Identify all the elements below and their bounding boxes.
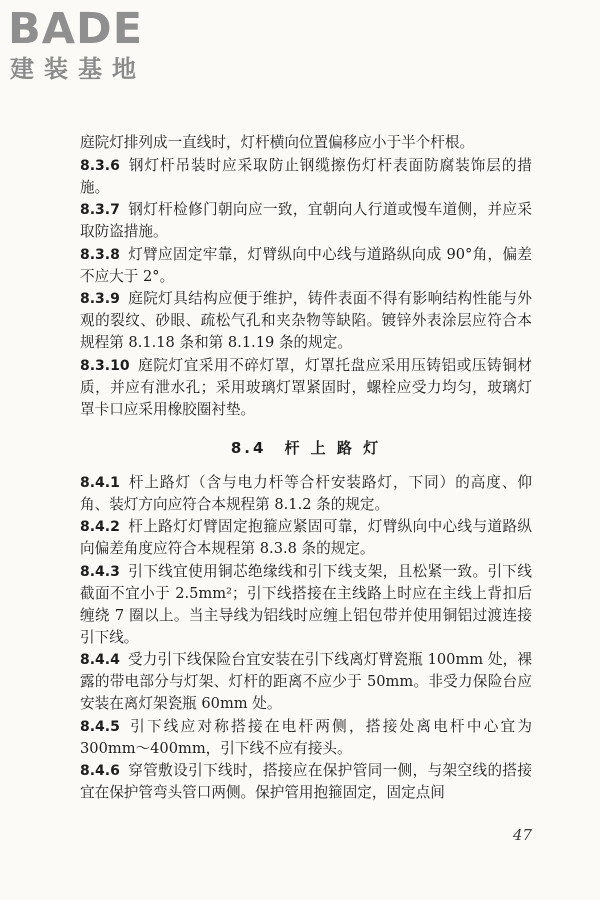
clause-paragraph [80,355,532,421]
clause-number: 8.3.7 [80,202,120,218]
clause-paragraph [80,760,532,804]
clause-number: 8.3.8 [80,246,120,263]
clause-number: 8.4.2 [80,519,120,535]
clause-number: 8.3.6 [80,157,120,174]
watermark-subtitle: 建装基地 [10,55,146,83]
clause-paragraph [80,244,532,288]
clause-paragraph [80,288,532,354]
watermark-logo [8,6,178,84]
clause-number: 8.4.3 [80,563,120,580]
clause-paragraph [80,649,532,715]
clause-paragraph [80,516,532,560]
clauses-8-3 [80,155,532,421]
clause-number: 8.4.5 [80,718,120,735]
clause-text: 杆上路灯（含与电力杆等合杆安装路灯，下同）的高度、仰角、装灯方向应符合本规程第 8.1.2 条的规定。 [80,473,532,513]
clause-text: 穿管敷设引下线时，搭接应在保护管同一侧，与架空线的搭接宜在保护管弯头管口两侧。保护管用抱箍固定，固定点间 [80,762,532,801]
clause-text: 引下线宜使用铜芯绝缘线和引下线支架，且松紧一致。引下线截面不宜小于 2.5mm²；引下线搭接在主线路上时应在主线上背扣后缠绕 7 圈以上。当主导线为铝线时应缠上铝包带并使用铜铝过渡连接引下线。 [80,562,532,646]
clause-text: 庭院灯宜采用不碎灯罩，灯罩托盘应采用压铸铝或压铸铜材质，并应有泄水孔；采用玻璃灯罩紧固时，螺栓应受力均匀，玻璃灯罩卡口应采用橡胶圈衬垫。 [80,356,532,418]
clause-text: 引下线应对称搭接在电杆两侧，搭接处离电杆中心宜为 300mm～400mm，引下线不应有接头。 [80,717,532,757]
clause-paragraph [80,199,532,243]
page-body [80,132,532,805]
watermark-brand: BADE [8,4,144,54]
intro-paragraph: 庭院灯排列成一直线时，灯杆横向位置偏移应小于半个杆根。 [80,134,475,151]
clause-number: 8.4.4 [80,652,120,668]
page-number: 47 [512,826,532,844]
clause-paragraph [80,155,532,199]
clause-paragraph [80,716,532,760]
section-title: 8.4 杆 上 路 灯 [230,438,382,457]
clause-number: 8.3.9 [80,291,120,307]
clause-number: 8.3.10 [80,357,130,374]
clause-paragraph [80,561,532,649]
clause-text: 受力引下线保险台宜安装在引下线离灯臂瓷瓶 100mm 处，裸露的带电部分与灯架、灯杆的距离不应少于 50mm。非受力保险台应安装在离灯架瓷瓶 60mm 处。 [80,651,532,712]
clause-text: 灯臂应固定牢靠，灯臂纵向中心线与道路纵向成 90°角，偏差不应大于 2°。 [80,245,532,285]
clause-number: 8.4.6 [80,763,120,779]
clause-text: 杆上路灯灯臂固定抱箍应紧固可靠，灯臂纵向中心线与道路纵向偏差角度应符合本规程第 8.3.8 条的规定。 [80,518,532,557]
clause-text: 钢灯杆吊装时应采取防止钢缆擦伤灯杆表面防腐装饰层的措施。 [80,156,532,196]
clause-paragraph [80,472,532,516]
clause-text: 钢灯杆检修门朝向应一致，宜朝向人行道或慢车道侧，并应采取防盗措施。 [80,201,532,240]
clauses-8-4 [80,472,532,805]
clause-text: 庭院灯具结构应便于维护，铸件表面不得有影响结构性能与外观的裂纹、砂眼、疏松气孔和夹杂物等缺陷。镀锌外表涂层应符合本规程第 8.1.18 条和第 8.1.19 条的规定。 [80,290,532,351]
clause-number: 8.4.1 [80,474,120,491]
